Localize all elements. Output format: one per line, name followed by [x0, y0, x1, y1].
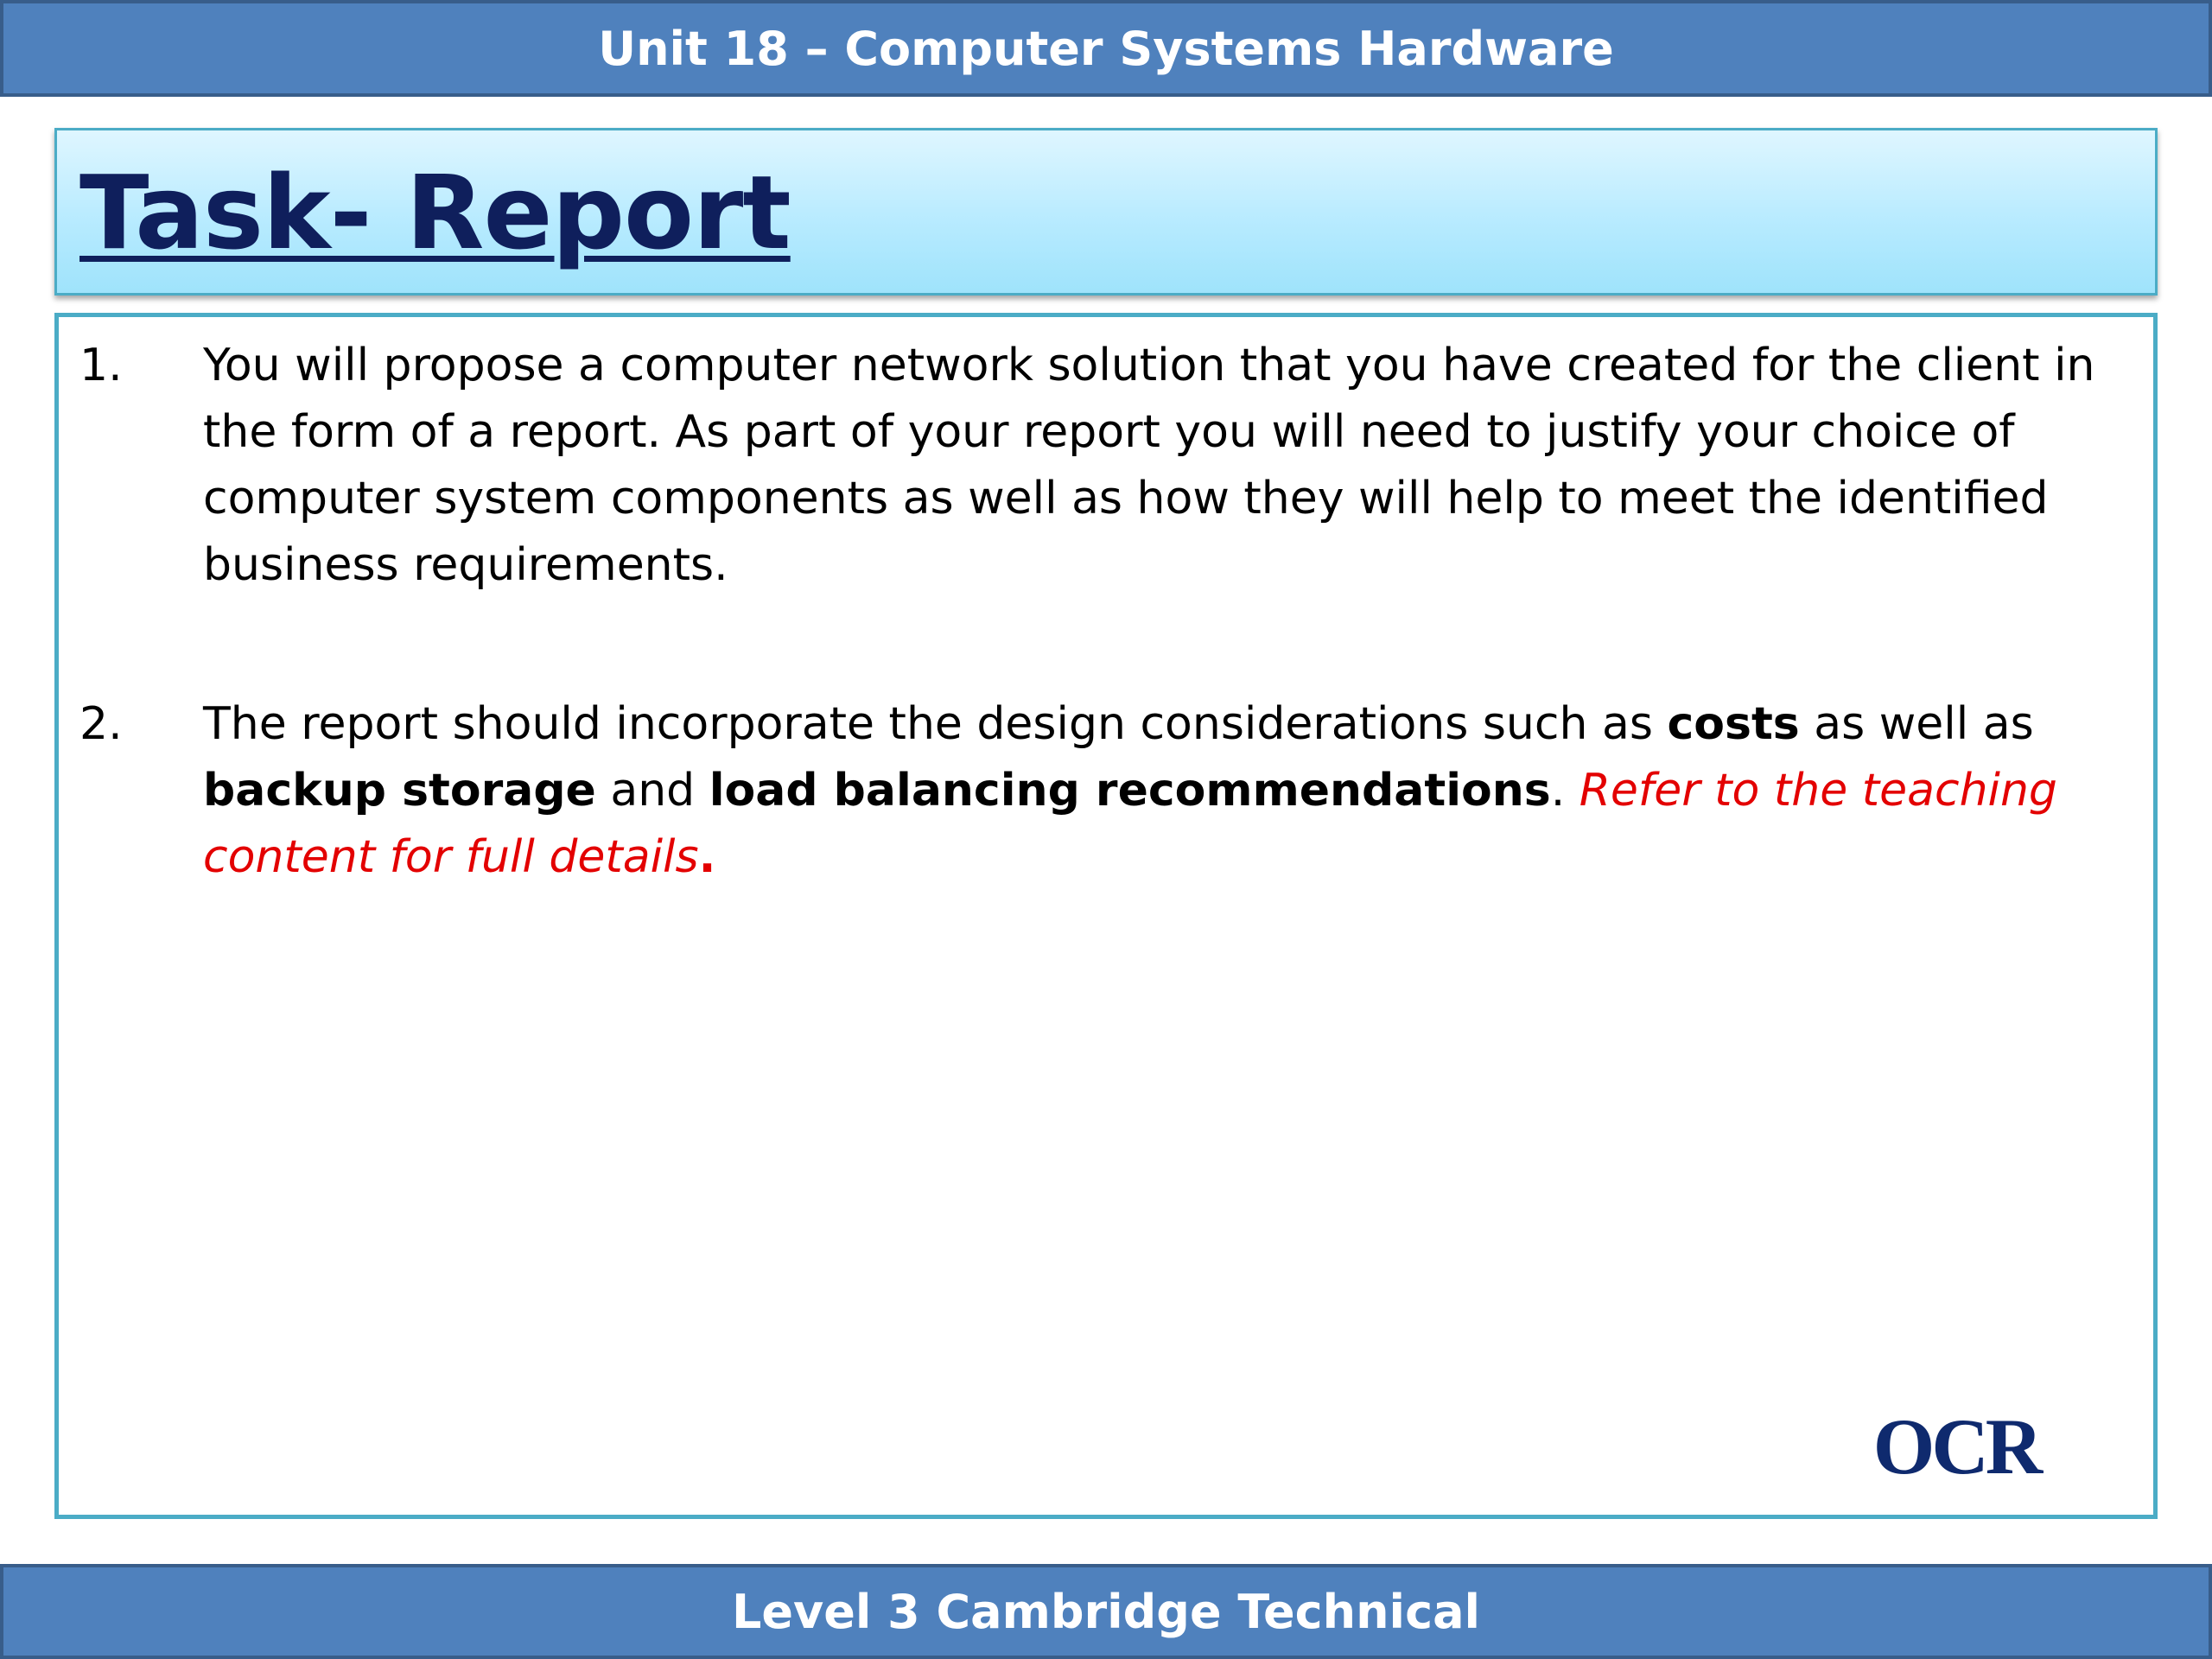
ocr-logo: [1827, 1404, 2086, 1486]
content-box: [54, 313, 2158, 1519]
bold-costs: costs: [1667, 698, 1800, 750]
header-bar: [0, 0, 2212, 97]
note-period: .: [698, 831, 716, 883]
item-text-part: .: [1550, 765, 1580, 817]
bold-backup-storage: backup storage: [203, 765, 596, 817]
footer-bar: [0, 1564, 2212, 1659]
item-text-part: as well as: [1799, 698, 2034, 750]
item-number: 2.: [79, 698, 123, 750]
header-title: Unit 18 – Computer Systems Hardware: [598, 21, 1614, 76]
item-number: 1.: [79, 340, 123, 391]
ocr-logo-text: OCR: [1872, 1404, 2040, 1486]
item-text-part: and: [595, 765, 709, 817]
item-text: You will propose a computer network solution that you have created for the client in the form of a report. As part of your report you will need to justify your choice of computer system components as well as how they will help to meet the identified business requirements.: [203, 340, 2095, 591]
teaching-content-note: Refer to the teaching content for full details: [203, 765, 2057, 883]
footer-title: Level 3 Cambridge Technical: [731, 1584, 1481, 1639]
title-box: [54, 128, 2158, 296]
list-item: [79, 691, 2101, 891]
list-item: [79, 333, 2101, 599]
slide-heading: Task- Report: [79, 153, 791, 272]
item-text-part: The report should incorporate the design considerations such as: [203, 698, 1668, 750]
bold-load-balancing: load balancing recommendations: [709, 765, 1551, 817]
task-list: [79, 333, 2101, 891]
